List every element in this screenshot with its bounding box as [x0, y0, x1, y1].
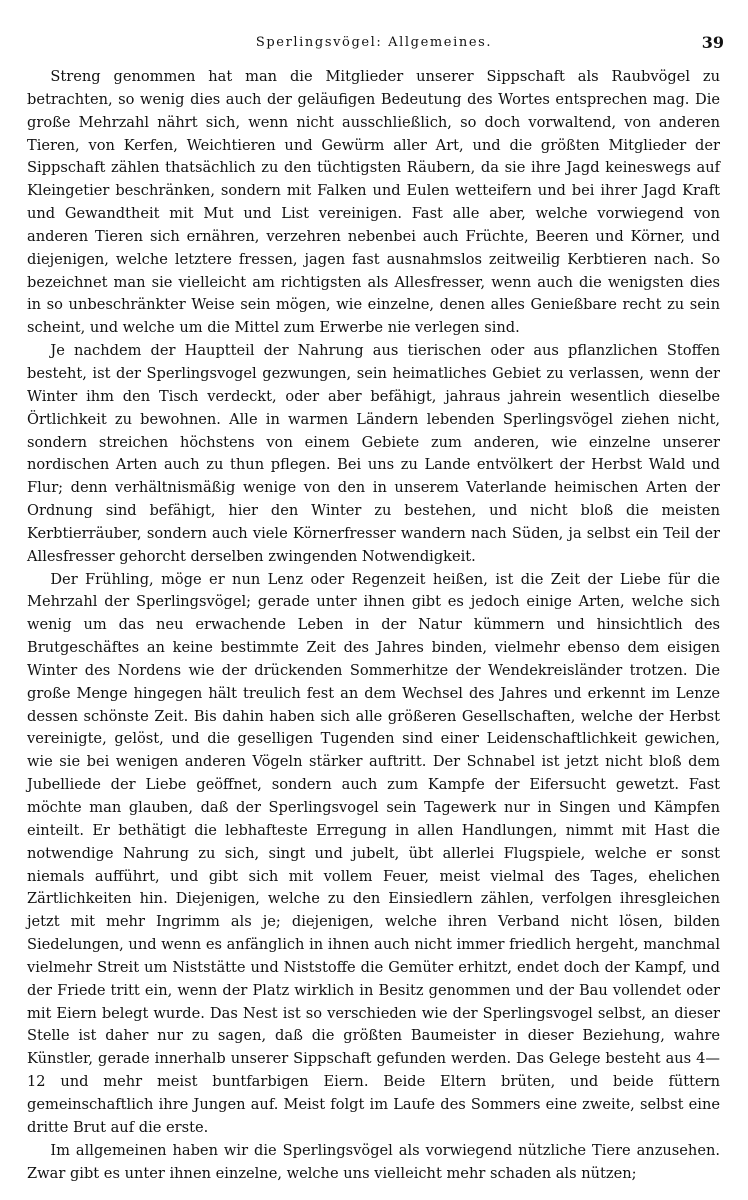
paragraph-2: Je nachdem der Hauptteil der Nahrung aus tierischen oder aus pflanzlichen Stoffen besteht, ist der Sperlingsvogel gezwungen, sein heimatliches Gebiet zu verlassen, wenn der Winter ihm den Tisch verdeckt, oder aber befähigt, jahraus jahrein wesentlich dieselbe Örtlichkeit zu bewohnen. Alle in warmen Ländern lebenden Sperlingsvögel ziehen nicht, sondern streichen höchstens von einem Gebiete zum anderen, wie einzelne unserer nordischen Arten auch zu thun pflegen. Bei uns zu Lande entvölkert der Herbst Wald und Flur; denn verhältnismäßig wenige von den in unserem Vaterlande heimischen Arten der Ordnung sind befähigt, hier den Winter zu bestehen, und nicht bloß die meisten Kerbtierräuber, sondern auch viele Körnerfresser wandern nach Süden, ja selbst ein Teil der Allesfresser gehorcht derselben zwingenden Notwendigkeit.: [27, 342, 720, 565]
page-number: 39: [701, 33, 724, 52]
running-title: Sperlingsvögel: Allgemeines.: [255, 35, 493, 50]
paragraph-4: Im allgemeinen haben wir die Sperlingsvögel als vorwiegend nützliche Tiere anzusehen. Zwar gibt es unter ihnen einzelne, welche uns vielleicht mehr schaden als nützen;: [27, 1141, 720, 1182]
paragraph-1: Streng genommen hat man die Mitglieder unserer Sippschaft als Raubvögel zu betrachten, so wenig dies auch der geläufigen Bedeutung des Wortes entsprechen mag. Die große Mehrzahl nährt sich, wenn nicht ausschließlich, so doch vorwaltend, von anderen Tieren, von Kerfen, Weichtieren und Gewürm aller Art, und die größten Mitglieder der Sippschaft zählen thatsächlich zu den tüchtigsten Räubern, da sie ihre Jagd keineswegs auf Kleingetier beschränken, sondern mit Falken und Eulen wetteifern und bei ihrer Jagd Kraft und Gewandtheit mit Mut und List vereinigen. Fast alle aber, welche vorwiegend von anderen Tieren sich ernähren, verzehren nebenbei auch Früchte, Beeren und Körner, und diejenigen, welche letztere fressen, jagen fast ausnahmslos zeitweilig Kerbtieren nach. So bezeichnet man sie vielleicht am richtigsten als Allesfresser, wenn auch die wenigsten dies in so unbeschränkter Weise sein mögen, wie einzelne, denen alles Genießbare recht zu sein scheint, und welche um die Mittel zum Erwerbe nie verlegen sind.: [27, 68, 720, 337]
running-header: [0, 34, 748, 54]
paragraph-3: Der Frühling, möge er nun Lenz oder Regenzeit heißen, ist die Zeit der Liebe für die Mehrzahl der Sperlingsvögel; gerade unter ihnen gibt es jedoch einige Arten, welche sich wenig um das neu erwachende Leben in der Natur kümmern und hinsichtlich des Brutgeschäftes an keine bestimmte Zeit des Jahres binden, vielmehr ebenso dem eisigen Winter des Nordens wie der drückenden Sommerhitze der Wendekreisländer trotzen. Die große Menge hingegen hält treulich fest an dem Wechsel des Jahres und erkennt im Lenze dessen schönste Zeit. Bis dahin haben sich alle größeren Gesellschaften, welche der Herbst vereinigte, gelöst, und die geselligen Tugenden sind einer Leidenschaftlichkeit gewichen, wie sie bei wenigen anderen Vögeln stärker auftritt. Der Schnabel ist jetzt nicht bloß dem Jubelliede der Liebe geöffnet, sondern auch zum Kampfe der Eifersucht gewetzt. Fast möchte man glauben, daß der Sperlingsvogel sein Tagewerk nur in Singen und Kämpfen einteilt. Er bethätigt die lebhafteste Erregung in allen Handlungen, nimmt mit Hast die notwendige Nahrung zu sich, singt und jubelt, übt allerlei Flugspiele, welche er sonst niemals aufführt, und gibt sich mit vollem Feuer, meist vielmal des Tages, ehelichen Zärtlichkeiten hin. Diejenigen, welche zu den Einsiedlern zählen, verfolgen ihresgleichen jetzt mit mehr Ingrimm als je; diejenigen, welche ihren Verband nicht lösen, bilden Siedelungen, und wenn es anfänglich in ihnen auch nicht immer friedlich hergeht, manchmal vielmehr Streit um Niststätte und Niststoffe die Gemüter erhitzt, endet doch der Kampf, und der Friede tritt ein, wenn der Platz wirklich in Besitz genommen und der Bau vollendet oder mit Eiern belegt wurde. Das Nest ist so verschieden wie der Sperlingsvogel selbst, an dieser Stelle ist daher nur zu sagen, daß die größten Baumeister in dieser Beziehung, wahre Künstler, gerade innerhalb unserer Sippschaft gefunden werden. Das Gelege besteht aus 4—12 und mehr meist buntfarbigen Eiern. Beide Eltern brüten, und beide füttern gemeinschaftlich ihre Jungen auf. Meist folgt im Laufe des Sommers eine zweite, selbst eine dritte Brut auf die erste.: [27, 570, 720, 1136]
body-text: [27, 66, 720, 1185]
